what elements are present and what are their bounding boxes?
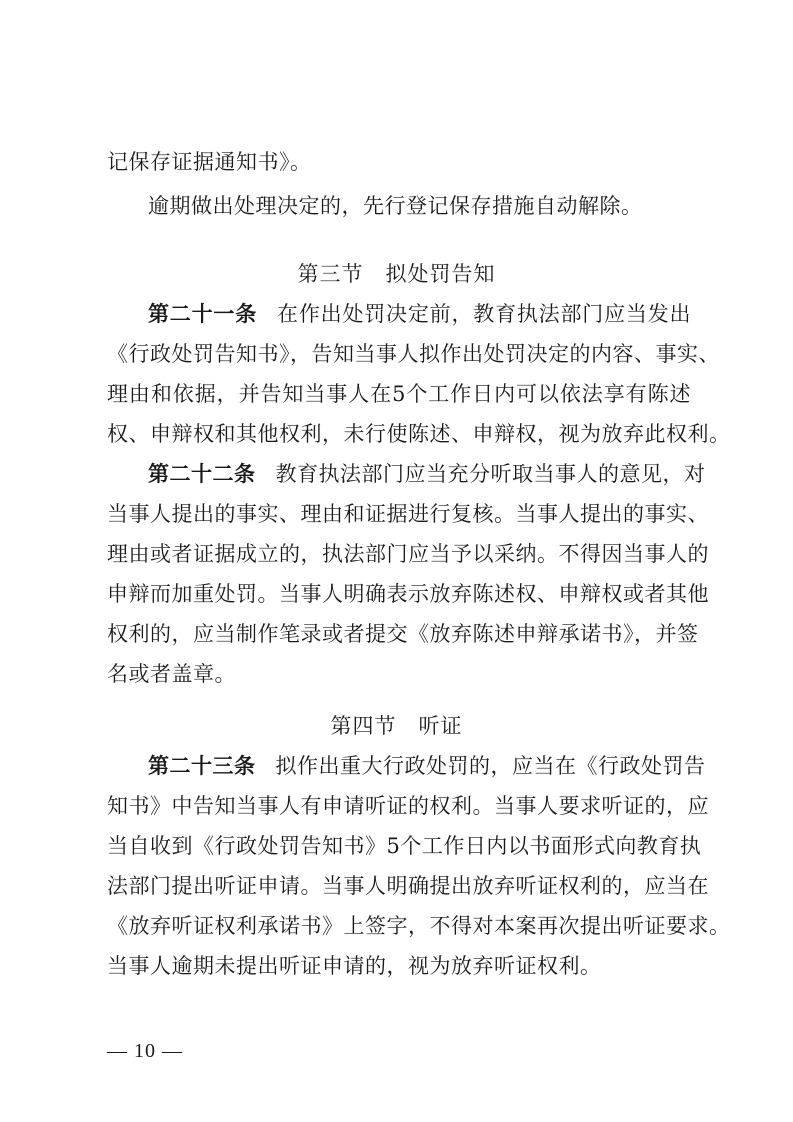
article-23-line-6: 当事人逾期未提出听证申请的，视为放弃听证权利。: [107, 954, 602, 978]
article-21-text-1: 在作出处罚决定前，教育执法部门应当发出: [277, 302, 692, 326]
carryover-line-2: 逾期做出处理决定的，先行登记保存措施自动解除。: [148, 194, 643, 218]
article-21-line-3: 理由和依据，并告知当事人在5个工作日内可以依法享有陈述: [107, 382, 691, 406]
article-23-line-2: 知书》中告知当事人有申请听证的权利。当事人要求听证的，应: [107, 794, 709, 818]
section-4-heading: 第四节 听证: [330, 714, 463, 738]
article-23-line-5: 《放弃听证权利承诺书》上签字，不得对本案再次提出听证要求。: [107, 914, 731, 938]
article-23-line-3: 当自收到《行政处罚告知书》5个工作日内以书面形式向教育执: [107, 834, 702, 858]
carryover-line-1: 记保存证据通知书》。: [107, 150, 312, 174]
article-21-number: 第二十一条: [148, 301, 258, 326]
page-number: — 10 —: [107, 1040, 183, 1062]
article-22-text-1: 教育执法部门应当充分听取当事人的意见，对: [275, 462, 706, 486]
article-22-line-5: 权利的，应当制作笔录或者提交《放弃陈述申辩承诺书》，并签: [107, 622, 699, 646]
article-22-number: 第二十二条: [148, 461, 256, 486]
article-23-line-4: 法部门提出听证申请。当事人明确提出放弃听证权利的，应当在: [107, 874, 709, 898]
article-23-number: 第二十三条: [148, 753, 256, 778]
article-22-line-3: 理由或者证据成立的，执法部门应当予以采纳。不得因当事人的: [107, 542, 709, 566]
article-22-line-2: 当事人提出的事实、理由和证据进行复核。当事人提出的事实、: [107, 502, 709, 526]
article-22-line-6: 名或者盖章。: [107, 662, 236, 686]
section-3-heading: 第三节 拟处罚告知: [297, 262, 496, 286]
article-23-text-1: 拟作出重大行政处罚的，应当在《行政处罚告: [275, 754, 706, 778]
article-23-line-1: [148, 746, 706, 786]
article-22-line-4: 申辩而加重处罚。当事人明确表示放弃陈述权、申辩权或者其他: [107, 582, 709, 606]
article-21-line-4: 权、申辩权和其他权利，未行使陈述、申辩权，视为放弃此权利。: [107, 422, 731, 446]
article-22-line-1: [148, 454, 706, 494]
article-21-line-2: 《行政处罚告知书》，告知当事人拟作出处罚决定的内容、事实、: [107, 342, 720, 366]
article-21-line-1: [148, 294, 691, 334]
